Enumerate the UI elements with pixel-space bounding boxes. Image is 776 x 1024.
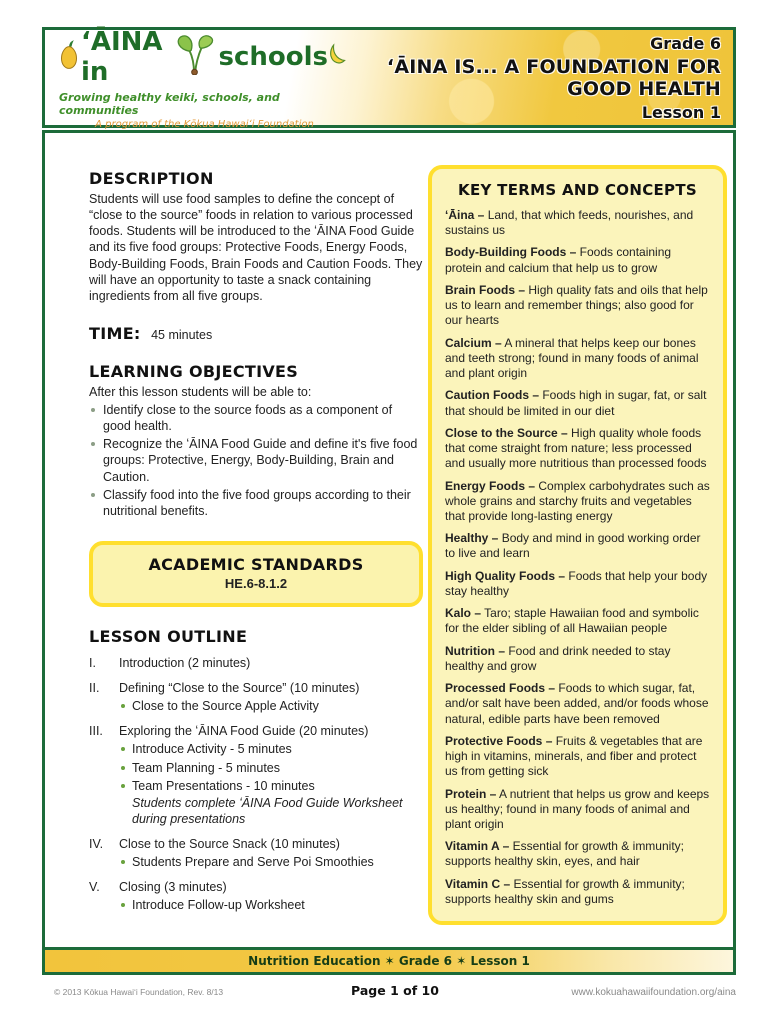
lesson-title-block: [350, 30, 733, 125]
key-term: Close to the Source – High quality whole foods that come straight from nature; less processed and usually more nutritious than processed foods: [445, 425, 707, 471]
outline-sublist: [119, 698, 423, 714]
time-value: 45 minutes: [151, 327, 213, 342]
key-term: Vitamin A – Essential for growth & immunity; supports healthy skin, eyes, and hair: [445, 839, 684, 869]
objective-item: Recognize the ʻĀINA Food Guide and define it's five food groups: Protective, Energy, Body-Building, Brain and Caution.: [89, 436, 423, 484]
outline-sublist: [119, 741, 423, 793]
page-title: ʻĀINA IS... A FOUNDATION FOR GOOD HEALTH: [386, 55, 721, 100]
description-heading: DESCRIPTION: [89, 169, 214, 188]
main-content-frame: [42, 130, 736, 975]
outline-numeral: V.: [89, 880, 100, 895]
outline-sublist: [119, 897, 423, 913]
outline-numeral: I.: [89, 655, 96, 670]
outline-item: [89, 655, 423, 671]
key-term: Vitamin C – Essential for growth & immunity; supports healthy skin and gums: [445, 876, 685, 906]
logo-text-right: schools: [218, 42, 328, 72]
objectives-intro: After this lesson students will be able to:: [89, 384, 312, 399]
key-term: Healthy – Body and mind in good working order to live and learn: [445, 531, 701, 561]
nutrition-education-bar: [45, 947, 733, 972]
outline-subitem: Introduce Follow-up Worksheet: [119, 897, 423, 913]
objectives-heading: LEARNING OBJECTIVES: [89, 361, 299, 381]
outline-text: Defining “Close to the Source” (10 minutes): [119, 681, 360, 695]
logo-text-left: ʻĀINA in: [81, 27, 163, 87]
learning-objectives-section: [89, 362, 423, 519]
outline-subitem: Team Planning - 5 minutes: [119, 760, 423, 776]
time-section: [89, 324, 423, 344]
lesson-label: Lesson 1: [641, 102, 721, 122]
outline-subitem: Team Presentations - 10 minutes: [119, 778, 423, 794]
key-term: Processed Foods – Foods to which sugar, fat, and/or salt have been added, and/or foods whose natural, edible parts have been removed: [445, 681, 709, 726]
key-terms-heading: KEY TERMS AND CONCEPTS: [458, 181, 697, 199]
pear-icon: [59, 40, 79, 75]
objective-item: Classify food into the five food groups according to their nutritional benefits.: [89, 487, 423, 519]
outline-text: Introduction (2 minutes): [119, 655, 251, 670]
key-term: Caution Foods – Foods high in sugar, fat, or salt that should be limited in our diet: [445, 388, 707, 418]
outline-numeral: II.: [89, 681, 100, 695]
website-url: www.kokuahawaiifoundation.org/aina: [571, 987, 736, 998]
aina-in-schools-logo: [45, 27, 350, 130]
grade-label: Grade 6: [650, 33, 721, 53]
key-term: Protective Foods – Fruits & vegetables that are high in vitamins, minerals, and fiber and protect us from getting sick: [445, 733, 703, 779]
key-term: ʻĀina – Land, that which feeds, nourishes, and sustains us: [445, 208, 694, 238]
outline-note: Students complete ʻĀINA Food Guide Worksheet during presentations: [132, 795, 403, 826]
key-term: High Quality Foods – Foods that help your body stay healthy: [445, 568, 708, 598]
outline-text: Closing (3 minutes): [119, 880, 227, 895]
copyright-text: © 2013 Kōkua Hawaiʻi Foundation, Rev. 8/13: [54, 987, 224, 997]
key-term: Body-Building Foods – Foods containing protein and calcium that help us to grow: [445, 245, 672, 275]
time-heading: TIME:: [89, 323, 141, 343]
lesson-outline-section: [89, 627, 423, 914]
standards-code: HE.6-8.1.2: [224, 575, 288, 591]
outline-item: [89, 836, 423, 870]
logo-program-line: A program of the Kōkua Hawaiʻi Foundation: [95, 119, 314, 130]
outline-subitem: Students Prepare and Serve Poi Smoothies: [119, 854, 423, 870]
outline-subitem: Close to the Source Apple Activity: [119, 698, 423, 714]
header-banner: [42, 27, 736, 128]
outline-item: [89, 879, 423, 913]
outline-item: [89, 680, 423, 714]
page-number: Page 1 of 10: [351, 983, 439, 998]
footer-bar-text: Nutrition Education ✶ Grade 6 ✶ Lesson 1: [248, 954, 530, 968]
standards-heading: ACADEMIC STANDARDS: [148, 554, 364, 574]
taro-leaves-icon: [174, 35, 216, 80]
outline-numeral: IV.: [89, 837, 104, 851]
objective-item: Identify close to the source foods as a component of good health.: [89, 402, 423, 434]
outline-sublist: [119, 854, 423, 870]
outline-item: [89, 723, 423, 827]
outline-text: Exploring the ʻĀINA Food Guide (20 minutes): [119, 724, 369, 739]
outline-subitem: Introduce Activity - 5 minutes: [119, 741, 423, 757]
academic-standards-box: [89, 541, 423, 607]
logo-tagline: Growing healthy keiki, schools, and communities: [59, 91, 280, 117]
key-term: Protein – A nutrient that helps us grow and keeps us healthy; found in many foods of animal and plant origin: [445, 786, 710, 831]
key-term: Nutrition – Food and drink needed to stay healthy and grow: [445, 643, 671, 673]
key-term: Brain Foods – High quality fats and oils that help us to learn and remember things; also good for our hearts: [445, 282, 708, 328]
page-footer: [42, 983, 736, 998]
key-term: Energy Foods – Complex carbohydrates such as whole grains and starchy fruits and vegetables that provide long-lasting energy: [445, 478, 710, 523]
banana-icon: [330, 43, 350, 72]
left-column: [89, 169, 423, 914]
description-text: Students will use food samples to define the concept of “close to the source” foods in relation to various processed foods. Students will be introduced to the ʻĀINA Food Guide and its five food groups: Protective Foods, Energy Foods, Body-Building Foods, Brain Foods and Caution Foods. They will have an opportunity to taste a snack containing ingredients from all five groups.: [89, 192, 423, 303]
key-term: Calcium – A mineral that helps keep our bones and teeth strong; found in many foods of animal and plant origin: [445, 335, 699, 381]
objectives-list: [89, 402, 423, 519]
outline-heading: LESSON OUTLINE: [89, 626, 248, 646]
key-terms-box: [428, 165, 727, 925]
key-term: Kalo – Taro; staple Hawaiian food and symbolic for the elder sibling of all Hawaiian people: [445, 606, 699, 636]
outline-text: Close to the Source Snack (10 minutes): [119, 837, 340, 851]
outline-numeral: III.: [89, 724, 103, 739]
